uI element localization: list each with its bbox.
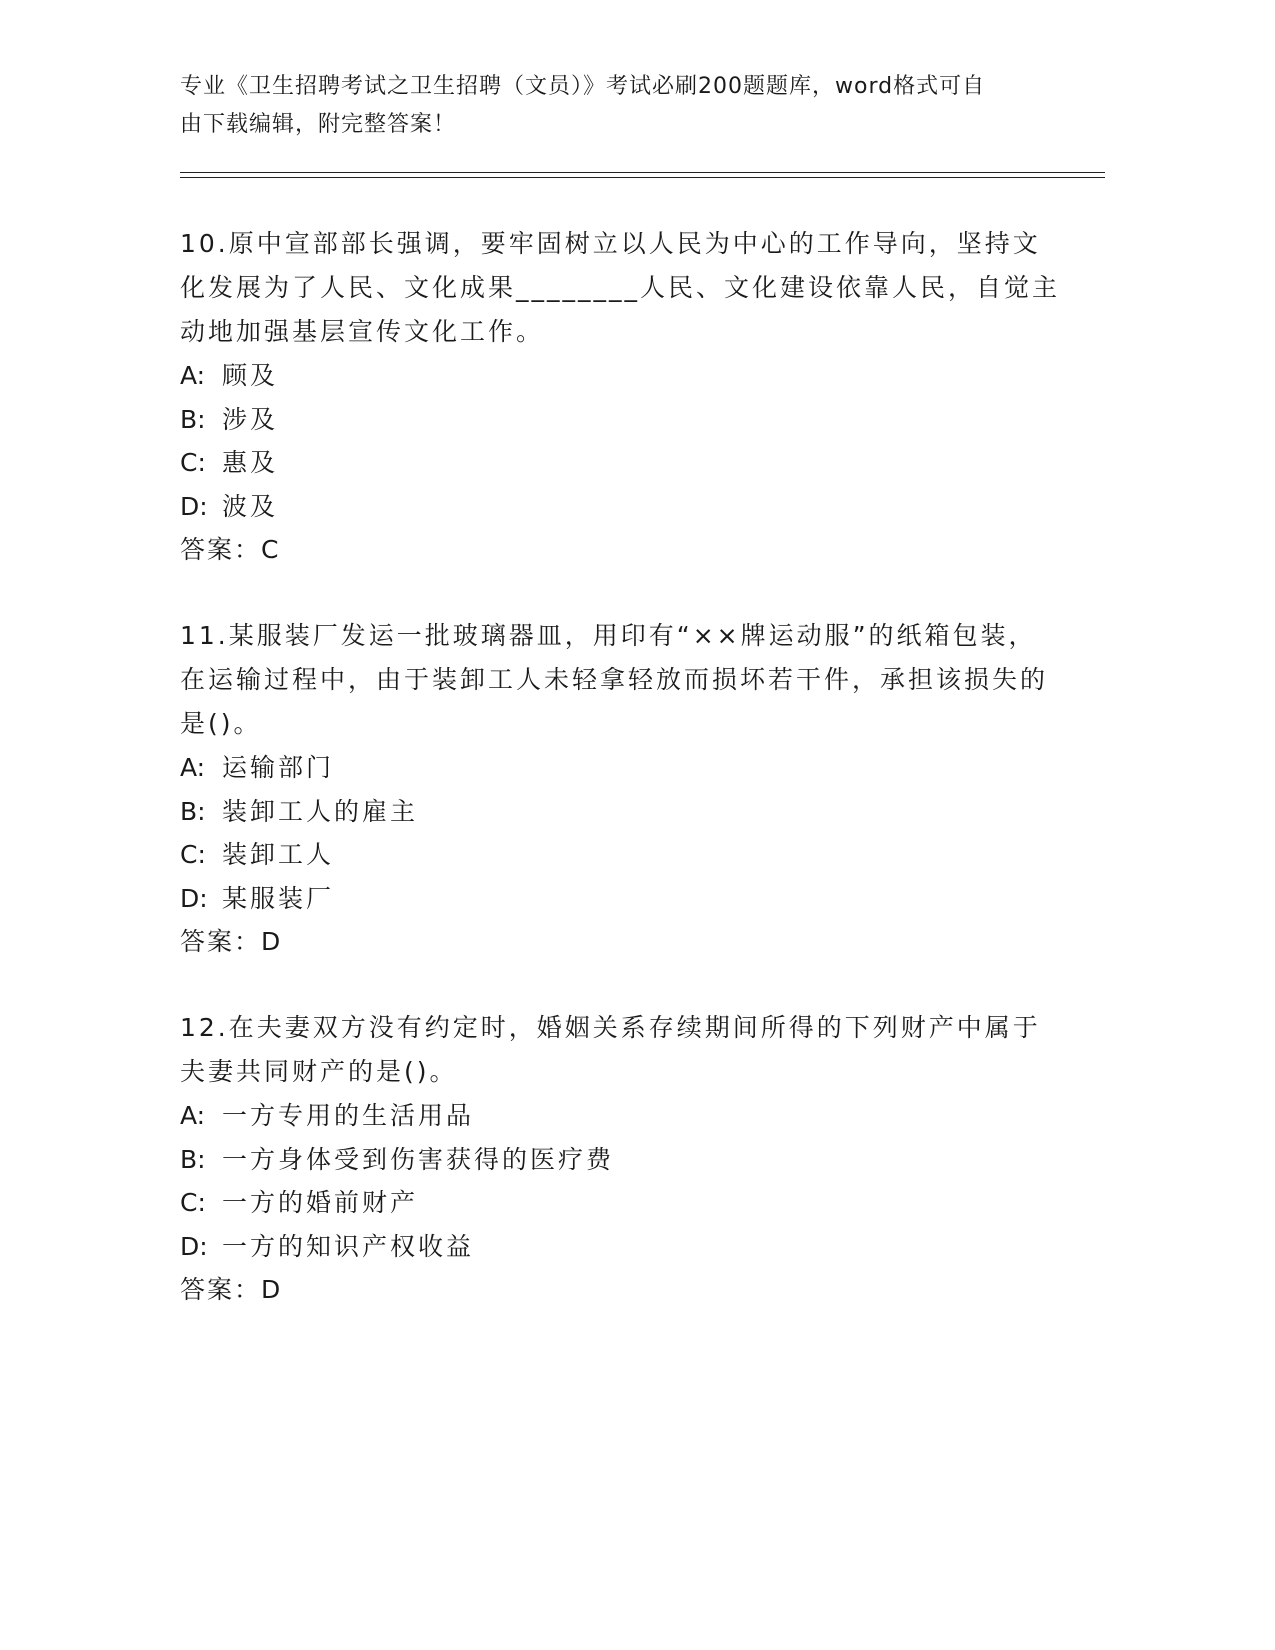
header-line-1: 专业《卫生招聘考试之卫生招聘（文员）》考试必刷200题题库，word格式可自 (180, 74, 986, 99)
option-text: 装卸工人的雇主 (222, 796, 419, 826)
option-c (180, 1181, 1060, 1225)
option-text: 波及 (222, 491, 279, 521)
question-stem: 10.原中宣部部长强调，要牢固树立以人民为中心的工作导向，坚持文化发展为了人民、文化成果________人民、文化建设依靠人民，自觉主动地加强基层宣传文化工作。 (180, 229, 1061, 346)
option-b (180, 790, 1060, 834)
option-c (180, 833, 1060, 877)
option-letter: A: (180, 1101, 206, 1130)
option-letter: A: (180, 753, 206, 782)
answer-line: 答案：C (180, 535, 281, 564)
question-stem: 11.某服装厂发运一批玻璃器皿，用印有“××牌运动服”的纸箱包装，在运输过程中，由于装卸工人未轻拿轻放而损坏若干件，承担该损失的是()。 (180, 621, 1049, 738)
option-text: 某服装厂 (222, 883, 335, 913)
answer-line: 答案：D (180, 927, 283, 956)
option-b (180, 1138, 1060, 1182)
option-text: 一方的婚前财产 (222, 1188, 419, 1217)
document-header (180, 68, 1060, 144)
option-d (180, 485, 1060, 529)
option-letter: C: (180, 840, 206, 869)
header-line-2: 由下载编辑，附完整答案！ (180, 112, 457, 137)
option-b (180, 398, 1060, 442)
option-letter: D: (180, 883, 208, 913)
option-d (180, 1225, 1060, 1269)
question-10 (180, 222, 1060, 572)
option-text: 运输部门 (222, 753, 335, 782)
question-12 (180, 1006, 1060, 1312)
option-letter: C: (180, 1188, 206, 1217)
option-letter: D: (180, 491, 208, 521)
option-text: 一方的知识产权收益 (222, 1231, 475, 1261)
option-letter: B: (180, 1144, 206, 1174)
option-a (180, 746, 1060, 790)
option-text: 一方专用的生活用品 (222, 1101, 475, 1130)
header-divider-bottom (180, 177, 1105, 178)
option-text: 顾及 (222, 361, 279, 390)
option-c (180, 441, 1060, 485)
option-text: 惠及 (222, 448, 279, 477)
option-a (180, 1094, 1060, 1138)
option-text: 一方身体受到伤害获得的医疗费 (222, 1144, 615, 1174)
option-letter: B: (180, 796, 206, 826)
option-d (180, 877, 1060, 921)
option-letter: B: (180, 404, 206, 434)
option-letter: C: (180, 448, 206, 477)
option-text: 涉及 (222, 404, 279, 434)
option-a (180, 354, 1060, 398)
option-text: 装卸工人 (222, 840, 335, 869)
answer-line: 答案：D (180, 1275, 283, 1304)
question-stem: 12.在夫妻双方没有约定时，婚姻关系存续期间所得的下列财产中属于夫妻共同财产的是()。 (180, 1013, 1041, 1086)
option-letter: D: (180, 1231, 208, 1261)
header-divider-top (180, 172, 1105, 173)
option-letter: A: (180, 361, 206, 390)
question-11 (180, 614, 1060, 964)
